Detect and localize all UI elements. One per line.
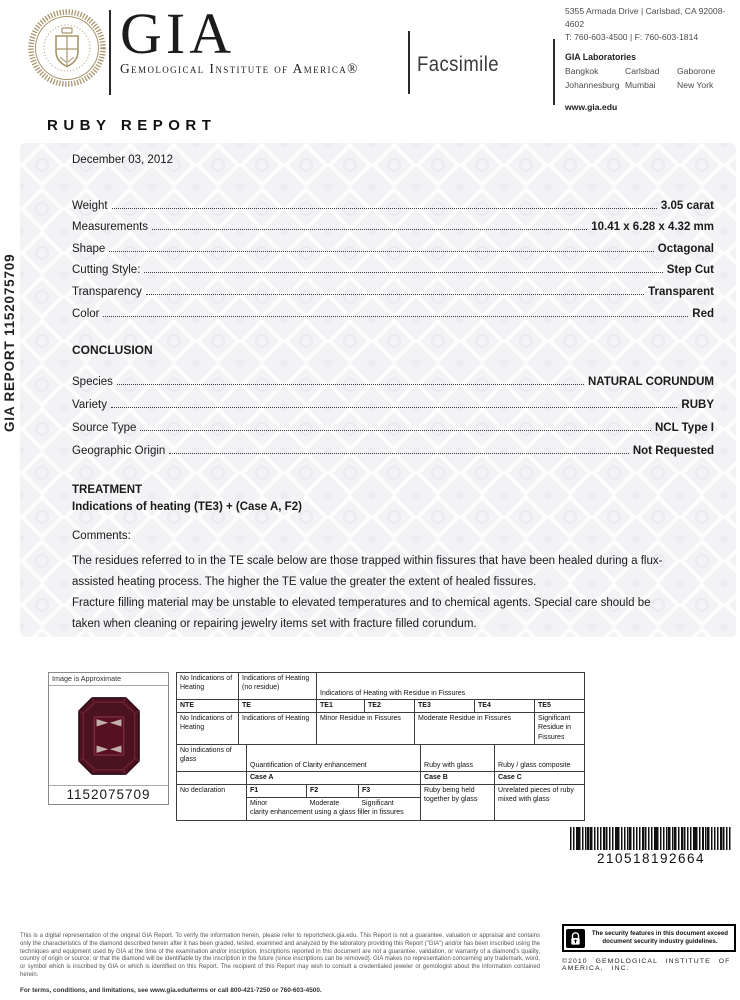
glass-cell: Unrelated pieces of ruby mixed with glass — [495, 785, 585, 821]
te-code-te2: TE2 — [365, 700, 415, 713]
ruby-photo — [49, 686, 168, 785]
gia-brand-subtitle: Gemological Institute of America® — [120, 60, 359, 76]
field-value: 3.05 carat — [660, 199, 714, 212]
glass-code-f1: F1 — [247, 785, 307, 798]
te-code-te4: TE4 — [475, 700, 535, 713]
te-cell: Moderate Residue in Fissures — [415, 713, 535, 750]
identification-fields — [72, 190, 714, 320]
field-transparency — [72, 276, 714, 298]
field-weight — [72, 190, 714, 212]
footer-terms: For terms, conditions, and limitations, see www.gia.edu/terms or call 800-421-7250 or 760-603-4500. — [20, 987, 322, 994]
glass-cell: No indications of glass — [177, 745, 247, 772]
quantification-levels — [247, 798, 420, 808]
glass-clarity-table — [176, 744, 585, 821]
leader-dots — [109, 251, 654, 252]
security-feature-box — [562, 924, 736, 952]
gia-brand-text: GIA — [120, 1, 236, 66]
lab-city: Gaborone — [677, 65, 716, 76]
glass-cell: Quantification of Clarity enhancement — [247, 745, 421, 772]
labs-grid — [565, 65, 737, 92]
field-value: 10.41 x 6.28 x 4.32 mm — [591, 221, 714, 234]
field-shape — [72, 233, 714, 255]
lab-city: New York — [677, 79, 714, 90]
glass-cell-empty — [177, 772, 247, 785]
lab-city: Johannesburg — [565, 79, 620, 90]
te-code-te: TE — [239, 700, 317, 713]
glass-code-f2: F2 — [307, 785, 359, 798]
conclusion-heading: CONCLUSION — [72, 343, 153, 357]
te-cell: No Indications of Heating — [177, 673, 239, 700]
field-color — [72, 298, 714, 320]
te-cell: No Indications of Heating — [177, 713, 239, 750]
field-label: Cutting Style: — [72, 264, 141, 277]
barcode-number: 210518192664 — [596, 851, 706, 866]
leader-dots — [169, 453, 629, 454]
glass-quantification-row — [247, 798, 421, 821]
footer-disclaimer: This is a digital representation of the original GIA Report. To verify the information herein, please refer to reportcheck.gia.edu. This Report is not a guarantee, valuation or appraisal and contains only the characteristics of the diamond described herein after it has been graded, tested, examined and analyzed by the laboratory providing this Report ("GIA") and/or has been inscribed using the techniques and equipment used by GIA at the time of the examination and/or inscription. Inscriptions reported in this document are not a guarantee, validation, or warranty of a diamond's quality, country of origin or source; or that the diamond will be identifiable by the inscription in the future (since inscriptions can be removed). GIA makes no representation concerning any trademark, word, or symbol which is inscribed by GIA or which is identified on this Report. The recipient of this Report may wish to consult a credentialed jeweler or gemologist about the information contained herein. — [20, 933, 540, 978]
field-value: Step Cut — [666, 264, 714, 277]
leader-dots — [140, 430, 651, 431]
te-scale-table — [176, 672, 585, 750]
image-caption: Image is Approximate — [49, 673, 168, 686]
conclusion-fields — [72, 365, 714, 457]
leader-dots — [103, 316, 688, 317]
glass-case-b: Case B — [421, 772, 495, 785]
report-date: December 03, 2012 — [72, 154, 174, 166]
field-value: Transparent — [648, 285, 714, 298]
field-measurements — [72, 212, 714, 234]
gem-image-number: 1152075709 — [49, 785, 168, 804]
leader-dots — [111, 407, 677, 408]
lock-icon — [566, 929, 585, 948]
te-cell: Indications of Heating with Residue in Fissures — [317, 673, 585, 700]
quantification-description: clarity enhancement using a glass filler in fissures — [250, 809, 404, 817]
field-value: Red — [692, 307, 714, 320]
header-divider-2 — [408, 31, 410, 94]
report-title: RUBY REPORT — [47, 117, 217, 134]
leader-dots — [112, 208, 657, 209]
field-label: Variety — [72, 399, 107, 411]
comments-text — [72, 551, 664, 635]
field-value: NCL Type I — [655, 422, 714, 434]
glass-code-f3: F3 — [359, 785, 421, 798]
labs-title: GIA Laboratories — [565, 51, 637, 62]
te-cell: Minor Residue in Fissures — [317, 713, 415, 750]
address-line-1: 5355 Armada Drive | Carlsbad, CA 92008-4602 — [565, 6, 726, 29]
field-label: Transparency — [72, 285, 142, 298]
field-geographic-origin — [72, 434, 714, 457]
header-divider-1 — [109, 10, 111, 95]
security-note-text: The security features in this document exceed document security industry guidelines. — [591, 929, 729, 945]
sidebar-report-number: GIA REPORT 1152075709 — [2, 253, 17, 432]
field-label: Measurements — [72, 221, 149, 234]
level-moderate: Moderate — [309, 800, 340, 807]
lab-city: Mumbai — [625, 79, 656, 90]
level-significant: Significant — [361, 800, 394, 807]
te-code-te1: TE1 — [317, 700, 365, 713]
field-label: Shape — [72, 242, 106, 255]
leader-dots — [146, 294, 644, 295]
field-label: Geographic Origin — [72, 445, 166, 457]
comments-label: Comments: — [72, 530, 131, 542]
barcode — [570, 827, 732, 850]
header-divider-3 — [553, 39, 555, 105]
gem-image-box — [48, 672, 169, 805]
glass-cell: Ruby being held together by glass — [421, 785, 495, 821]
website-link: www.gia.edu — [565, 101, 618, 112]
field-label: Weight — [72, 199, 108, 212]
gia-wordmark — [120, 1, 359, 77]
field-value: Octagonal — [657, 242, 714, 255]
leader-dots — [117, 384, 584, 385]
glass-case-a: Case A — [247, 772, 421, 785]
address-block — [565, 5, 737, 114]
level-minor: Minor — [250, 800, 268, 807]
copyright-line: ©2010 GEMOLOGICAL INSTITUTE OF AMERICA, INC. — [562, 958, 731, 972]
address-line-2: T: 760-603-4500 | F: 760-603-1814 — [565, 31, 699, 42]
facsimile-label: Facsimile — [417, 53, 500, 76]
field-value: RUBY — [681, 399, 714, 411]
leader-dots — [144, 272, 662, 273]
lab-city: Carlsbad — [625, 65, 660, 76]
te-code-te5: TE5 — [535, 700, 585, 713]
comments-paragraph-1: The residues referred to in the TE scale below are those trapped within fissures that have been healed during a flux-assisted heating process. The higher the TE value the greater the extent of healed fissures. — [72, 555, 663, 588]
field-value: Not Requested — [632, 445, 714, 457]
te-cell: Indications of Heating — [239, 713, 317, 750]
glass-cell: Ruby / glass composite — [495, 745, 585, 772]
glass-cell: No declaration — [177, 785, 247, 821]
field-source-type — [72, 411, 714, 434]
field-label: Source Type — [72, 422, 137, 434]
field-variety — [72, 388, 714, 411]
te-cell: Indications of Heating (no residue) — [239, 673, 317, 700]
treatment-heading: TREATMENT — [72, 484, 143, 496]
glass-case-c: Case C — [495, 772, 585, 785]
te-code-te3: TE3 — [415, 700, 475, 713]
field-cutting-style — [72, 255, 714, 277]
gia-seal-logo — [27, 8, 107, 93]
treatment-value: Indications of heating (TE3) + (Case A, F2) — [72, 501, 302, 513]
field-label: Species — [72, 376, 113, 388]
comments-paragraph-2: Fracture filling material may be unstable to elevated temperatures and to chemical agents. Special care should be taken when cleaning or repairing jewelry items set with fracture filled corundum. — [72, 597, 651, 630]
field-species — [72, 365, 714, 388]
te-cell: Significant Residue in Fissures — [535, 713, 585, 750]
glass-cell: Ruby with glass — [421, 745, 495, 772]
lab-city: Bangkok — [565, 65, 599, 76]
field-value: NATURAL CORUNDUM — [587, 376, 714, 388]
te-code-nte: NTE — [177, 700, 239, 713]
leader-dots — [152, 229, 587, 230]
field-label: Color — [72, 307, 100, 320]
